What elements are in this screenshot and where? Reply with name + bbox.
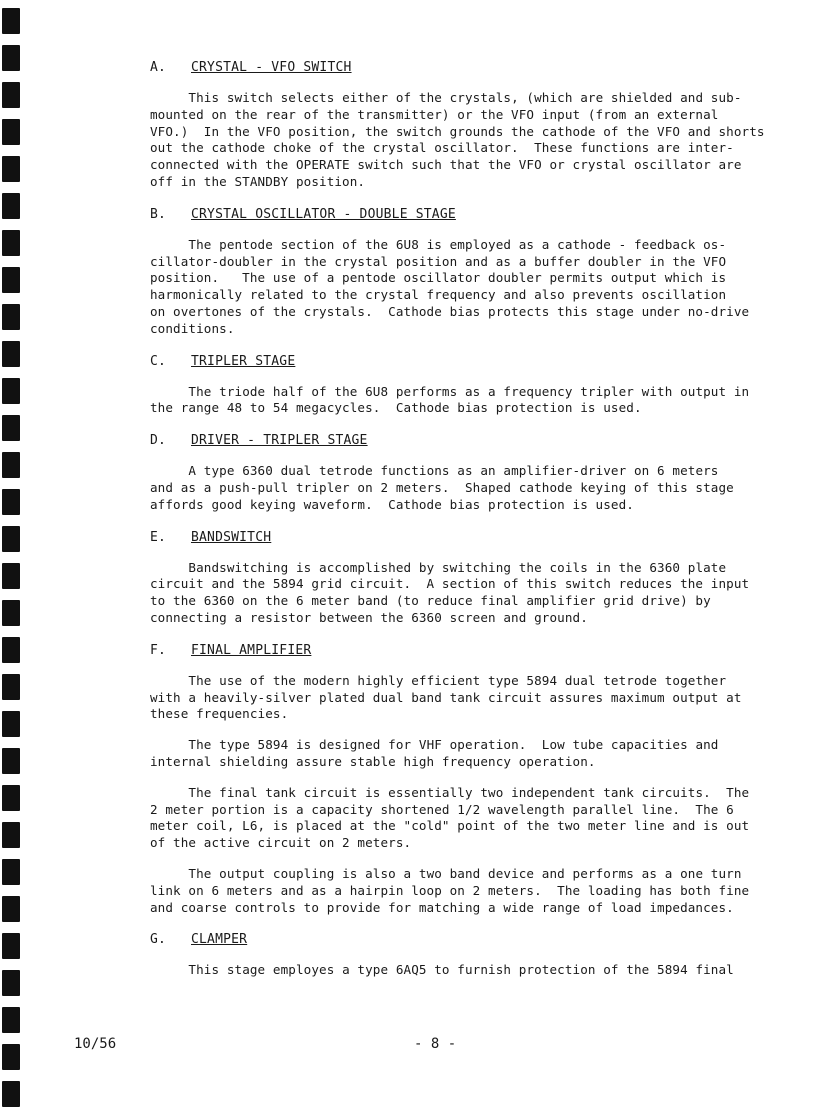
binder-hole [2, 452, 20, 478]
section-letter: A. [150, 60, 167, 75]
section-letter: F. [150, 642, 167, 658]
page-number: - 8 - [414, 1036, 457, 1052]
binder-hole [2, 526, 20, 552]
section-letter: E. [150, 529, 167, 545]
binder-hole [2, 896, 20, 922]
section-heading [150, 930, 810, 950]
binder-hole [2, 193, 20, 219]
binder-hole [2, 637, 20, 663]
section [150, 528, 810, 627]
binder-hole [2, 748, 20, 774]
section [150, 930, 810, 979]
binder-hole [2, 563, 20, 589]
section-letter: D. [150, 433, 167, 449]
binder-hole [2, 82, 20, 108]
binder-hole [2, 156, 20, 182]
section-letter: C. [150, 353, 167, 369]
binder-hole [2, 859, 20, 885]
binder-hole [2, 378, 20, 404]
section-paragraph: The triode half of the 6U8 performs as a frequency tripler with output in the range 48 to 54 megacycles. Cathode bias protection is used. [150, 383, 750, 416]
section-paragraph: The use of the modern highly efficient type 5894 dual tetrode together with a heavily-silver plated dual band tank circuit assures maximum output at these frequencies. [150, 672, 742, 722]
binder-hole [2, 119, 20, 145]
binder-holes [0, 0, 24, 1095]
section-letter: G. [150, 932, 167, 948]
binder-hole [2, 1081, 20, 1107]
section-paragraph: A type 6360 dual tetrode functions as an amplifier-driver on 6 meters and as a push-pull tripler on 2 meters. Shaped cathode keying of this stage affords good keying waveform. Cathode bias protection is used. [150, 463, 734, 512]
section-paragraph: The type 5894 is designed for VHF operation. Low tube capacities and internal shielding assure stable high frequency operation. [150, 737, 719, 769]
section-title: CRYSTAL - VFO SWITCH [191, 60, 352, 75]
section [150, 352, 810, 418]
section [150, 205, 810, 338]
section [150, 641, 810, 917]
section-paragraph: This stage employes a type 6AQ5 to furnish protection of the 5894 final [150, 962, 734, 978]
binder-hole [2, 970, 20, 996]
section-letter: B. [150, 206, 167, 222]
footer-date: 10/56 [74, 1036, 117, 1052]
binder-hole [2, 489, 20, 515]
section-heading [150, 58, 810, 78]
binder-hole [2, 230, 20, 256]
binder-hole [2, 674, 20, 700]
section-title: FINAL AMPLIFIER [191, 642, 312, 658]
binder-hole [2, 785, 20, 811]
section-heading [150, 352, 810, 372]
section-paragraph: This switch selects either of the crystals, (which are shielded and sub- mounted on the rear of the transmitter) or the VFO input (from an external VFO.) In the VFO position, the switch grounds the cathode of the VFO and shorts out the cathode choke of the crystal oscillator. These functions are inter- connected with the OPERATE switch such that the VFO or crystal oscillator are off in the STANDBY position. [150, 90, 765, 189]
document-page [150, 58, 810, 993]
binder-hole [2, 822, 20, 848]
binder-hole [2, 8, 20, 34]
section-title: BANDSWITCH [191, 529, 272, 545]
binder-hole [2, 933, 20, 959]
binder-hole [2, 711, 20, 737]
section-title: CRYSTAL OSCILLATOR - DOUBLE STAGE [191, 206, 456, 222]
section-paragraph: The final tank circuit is essentially two independent tank circuits. The 2 meter portion is a capacity shortened 1/2 wavelength parallel line. The 6 meter coil, L6, is placed at the "cold" point of the two meter line and is out of the active circuit on 2 meters. [150, 784, 750, 851]
section-heading [150, 431, 810, 451]
section-title: CLAMPER [191, 932, 248, 948]
section-title: DRIVER - TRIPLER STAGE [191, 433, 368, 449]
binder-hole [2, 1007, 20, 1033]
section-paragraph: The pentode section of the 6U8 is employed as a cathode - feedback os- cillator-doubler in the crystal position and as a buffer doubler in the VFO position. The use of a pentode oscillator doubler permits output which is harmonically related to the crystal frequency and also prevents oscillation on overtones of the crystals. Cathode bias protects this stage under no-drive conditions. [150, 236, 750, 336]
binder-hole [2, 1044, 20, 1070]
section-paragraph: Bandswitching is accomplished by switching the coils in the 6360 plate circuit and the 5894 grid circuit. A section of this switch reduces the input to the 6360 on the 6 meter band (to reduce final amplifier grid drive) by connecting a resistor between the 6360 screen and ground. [150, 559, 750, 625]
section-heading [150, 205, 810, 225]
binder-hole [2, 341, 20, 367]
section-paragraph: The output coupling is also a two band device and performs as a one turn link on 6 meters and as a hairpin loop on 2 meters. The loading has both fine and coarse controls to provide for matching a wide range of load impedances. [150, 865, 750, 915]
binder-hole [2, 304, 20, 330]
binder-hole [2, 600, 20, 626]
section-heading [150, 528, 810, 548]
binder-hole [2, 415, 20, 441]
section-title: TRIPLER STAGE [191, 353, 296, 369]
section-heading [150, 641, 810, 661]
binder-hole [2, 267, 20, 293]
section [150, 431, 810, 513]
section [150, 58, 810, 191]
binder-hole [2, 45, 20, 71]
